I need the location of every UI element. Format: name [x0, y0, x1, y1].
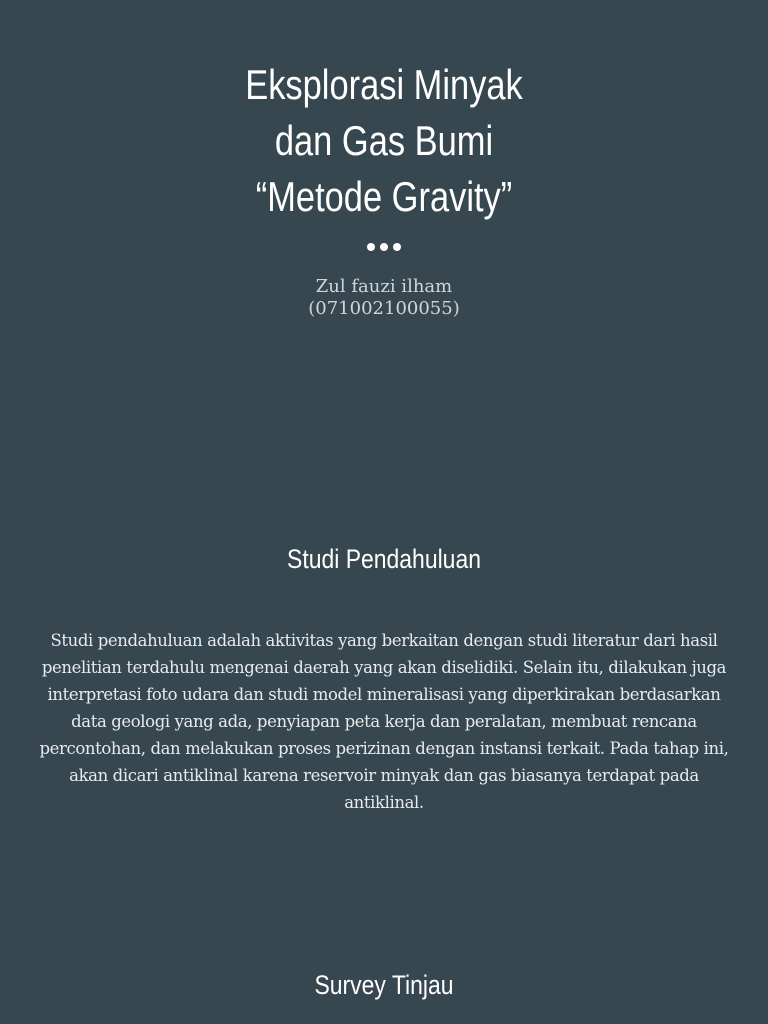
author-id: (071002100055)	[308, 298, 460, 319]
dot-icon	[380, 243, 388, 251]
section-heading-studi-pendahuluan: Studi Pendahuluan	[287, 544, 481, 574]
section-heading-survey-tinjau: Survey Tinjau	[314, 970, 454, 1000]
dot-icon	[367, 243, 375, 251]
author-name: Zul fauzi ilham	[315, 276, 453, 297]
title-line-1: Eksplorasi Minyak	[245, 61, 523, 108]
author-block	[0, 276, 768, 320]
title-line-3: “Metode Gravity”	[255, 173, 513, 220]
dot-icon	[393, 243, 401, 251]
ellipsis-divider	[0, 243, 768, 251]
title-block	[0, 57, 768, 251]
title-line-2: dan Gas Bumi	[274, 117, 494, 164]
section-body-studi-pendahuluan: Studi pendahuluan adalah aktivitas yang berkaitan dengan studi literatur dari hasil penelitian terdahulu mengenai daerah yang akan diselidiki. Selain itu, dilakukan juga interpretasi foto udara dan studi model mineralisasi yang diperkirakan berdasarkan data geologi yang ada, penyiapan peta kerja dan peralatan, membuat rencana percontohan, dan melakukan proses perizinan dengan instansi terkait. Pada tahap ini, akan dicari antiklinal karena reservoir minyak dan gas biasanya terdapat pada antiklinal.	[39, 631, 729, 812]
